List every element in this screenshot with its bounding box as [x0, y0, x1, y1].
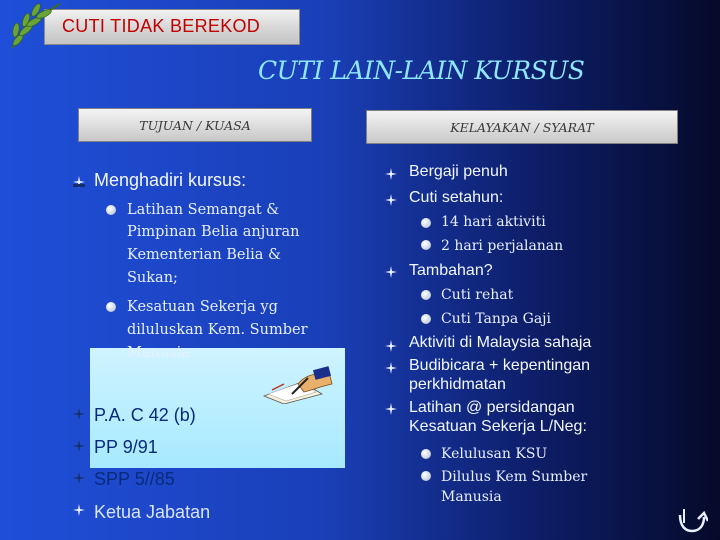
sub-bullet-icon [421, 218, 431, 228]
bullet-icon [385, 266, 397, 278]
sub-item-line: Kesatuan Sekerja yg [127, 299, 278, 315]
reference-item: Ketua Jabatan [94, 502, 211, 522]
sub-condition: Cuti rehat [441, 287, 514, 303]
condition-item-continued: Kesatuan Sekerja L/Neg: [409, 418, 587, 435]
leaf-icon [4, 0, 64, 52]
bullet-icon [73, 440, 85, 452]
bullet-icon [385, 403, 397, 415]
condition-item: Budibicara + kepentingan [409, 357, 591, 374]
left-column-heading: TUJUAN / KUASA [78, 108, 312, 142]
banner-title: CUTI TIDAK BEREKOD [62, 16, 261, 36]
sub-condition: Cuti Tanpa Gaji [441, 311, 552, 327]
reference-item: SPP 5//85 [94, 469, 175, 489]
right-column-heading: KELAYAKAN / SYARAT [366, 110, 678, 144]
sub-condition: 2 hari perjalanan [441, 238, 564, 254]
slide-title: CUTI LAIN-LAIN KURSUS [258, 56, 585, 85]
main-item: Menghadiri kursus: [94, 170, 247, 190]
sub-condition: 14 hari aktiviti [441, 214, 546, 230]
condition-item-continued: perkhidmatan [409, 376, 506, 393]
reference-item: P.A. C 42 (b) [94, 405, 196, 425]
writing-hand-icon [262, 364, 336, 404]
sub-item-line: Pimpinan Belia anjuran [127, 224, 300, 240]
sub-bullet-icon [421, 290, 431, 300]
reference-item: PP 9/91 [94, 437, 158, 457]
sub-condition: Dilulus Kem Sumber [441, 469, 588, 485]
sub-item-line: Sukan; [127, 270, 178, 286]
sub-condition-continued: Manusia [441, 489, 502, 505]
sub-condition: Kelulusan KSU [441, 446, 548, 462]
bullet-icon [385, 168, 397, 180]
sub-bullet-icon [106, 205, 116, 215]
condition-item: Bergaji penuh [409, 163, 508, 180]
bullet-icon [385, 194, 397, 206]
sub-item-line: Manusia [127, 345, 190, 361]
sub-item-line: Kementerian Belia & [127, 247, 281, 263]
bullet-icon [385, 340, 397, 352]
return-arrow-icon[interactable] [676, 505, 708, 533]
bullet-icon [73, 472, 85, 484]
sub-bullet-icon [106, 302, 116, 312]
condition-item: Aktiviti di Malaysia sahaja [409, 334, 592, 351]
condition-item: Tambahan? [409, 262, 493, 279]
bullet-icon [73, 176, 85, 188]
sub-bullet-icon [421, 240, 431, 250]
sub-item-line: diluluskan Kem. Sumber [127, 322, 308, 338]
condition-item: Cuti setahun: [409, 189, 504, 206]
sub-bullet-icon [421, 471, 431, 481]
bullet-icon [73, 408, 85, 420]
sub-bullet-icon [421, 449, 431, 459]
sub-item-line: Latihan Semangat & [127, 202, 280, 218]
bullet-icon [385, 362, 397, 374]
sub-bullet-icon [421, 314, 431, 324]
condition-item: Latihan @ persidangan [409, 399, 575, 416]
bullet-icon [73, 504, 85, 516]
